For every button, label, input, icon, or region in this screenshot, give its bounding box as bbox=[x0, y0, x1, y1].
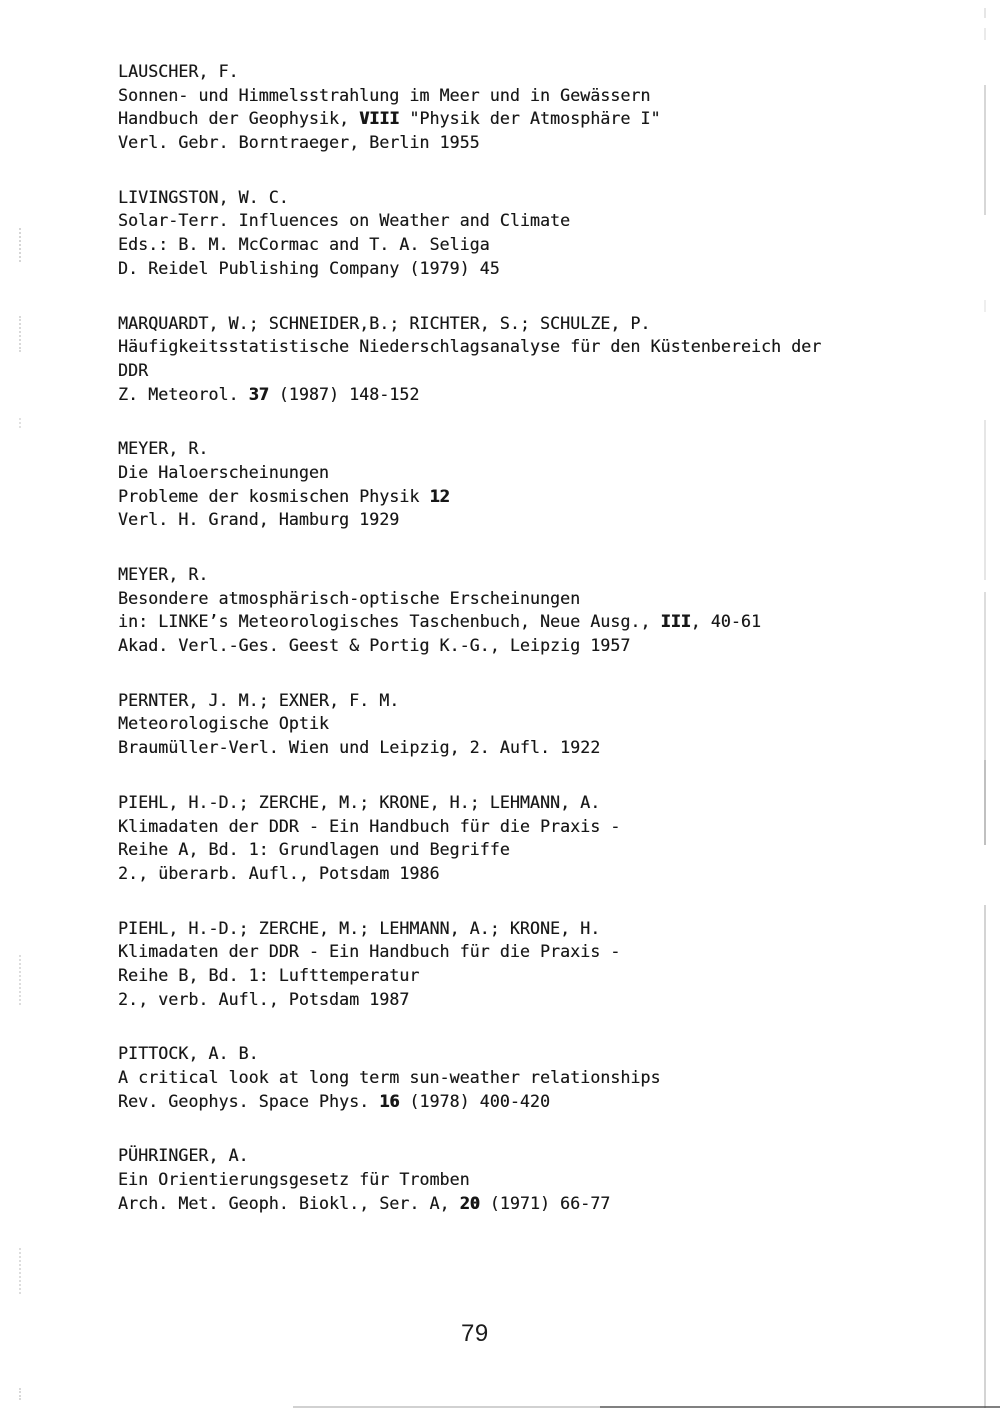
volume-number: VIII bbox=[359, 108, 400, 129]
text-run: PIEHL, H.-D.; ZERCHE, M.; KRONE, H.; LEHMANN, A. bbox=[118, 791, 601, 812]
bib-line bbox=[118, 563, 821, 587]
bib-entry bbox=[118, 186, 821, 281]
bib-entry bbox=[118, 437, 821, 532]
bib-line bbox=[118, 1042, 821, 1066]
text-run: PERNTER, J. M.; EXNER, F. M. bbox=[118, 689, 400, 710]
bib-line bbox=[118, 917, 821, 941]
bib-line bbox=[118, 485, 821, 509]
text-run: Z. Meteorol. bbox=[118, 383, 249, 404]
text-run: , 40-61 bbox=[690, 611, 761, 632]
text-run: Sonnen- und Himmelsstrahlung im Meer und in Gewässern bbox=[118, 84, 651, 105]
bib-line bbox=[118, 233, 821, 257]
bib-line bbox=[118, 838, 821, 862]
text-run: MEYER, R. bbox=[118, 564, 209, 584]
bib-line bbox=[118, 131, 821, 155]
bib-line bbox=[118, 791, 821, 815]
text-run: (1978) 400-420 bbox=[399, 1090, 551, 1111]
bib-line bbox=[118, 610, 821, 634]
bib-line bbox=[118, 587, 821, 611]
text-run: Reihe B, Bd. 1: Lufttemperatur bbox=[118, 964, 420, 985]
text-run: Klimadaten der DDR - Ein Handbuch für die Praxis - bbox=[118, 815, 621, 836]
bib-line bbox=[118, 862, 821, 886]
bib-entry bbox=[118, 791, 821, 886]
scan-artifact-right-edge-1 bbox=[984, 8, 986, 18]
bib-line bbox=[118, 1066, 821, 1090]
text-run: Verl. Gebr. Borntraeger, Berlin 1955 bbox=[118, 132, 480, 153]
text-run: Meteorologische Optik bbox=[118, 713, 329, 734]
bib-line bbox=[118, 359, 821, 383]
scan-artifact-left-3 bbox=[19, 418, 23, 428]
scan-artifact-right-edge-6 bbox=[984, 592, 986, 760]
text-run: Reihe A, Bd. 1: Grundlagen und Begriffe bbox=[118, 839, 510, 860]
scan-artifact-right-edge-8 bbox=[984, 905, 986, 1408]
volume-number: 20 bbox=[459, 1192, 480, 1213]
bib-line bbox=[118, 312, 821, 336]
bib-line bbox=[118, 712, 821, 736]
bib-line bbox=[118, 1144, 821, 1168]
text-run: Verl. H. Grand, Hamburg 1929 bbox=[118, 509, 400, 530]
bib-line bbox=[118, 107, 821, 131]
bib-line bbox=[118, 84, 821, 108]
scan-artifact-left-2 bbox=[19, 316, 23, 352]
bib-entry bbox=[118, 312, 821, 407]
text-run: A critical look at long term sun-weather relationships bbox=[118, 1067, 661, 1087]
scan-artifact-right-edge-5 bbox=[984, 420, 986, 580]
volume-number: III bbox=[660, 611, 691, 632]
bib-line bbox=[118, 437, 821, 461]
text-run: Rev. Geophys. Space Phys. bbox=[118, 1090, 380, 1111]
bib-entry bbox=[118, 60, 821, 155]
scan-artifact-left-6 bbox=[19, 1388, 23, 1400]
bib-line bbox=[118, 335, 821, 359]
bib-entry bbox=[118, 689, 821, 760]
text-run: LIVINGSTON, W. C. bbox=[118, 186, 289, 207]
bib-line bbox=[118, 1168, 821, 1192]
bib-line bbox=[118, 1090, 821, 1114]
scan-artifact-left-4 bbox=[19, 955, 23, 1005]
bibliography bbox=[118, 60, 821, 1246]
bib-line bbox=[118, 988, 821, 1012]
text-run: PITTOCK, A. B. bbox=[118, 1043, 259, 1064]
text-run: Besondere atmosphärisch-optische Erscheinungen bbox=[118, 587, 581, 608]
bib-line bbox=[118, 186, 821, 210]
text-run: Probleme der kosmischen Physik bbox=[118, 485, 430, 506]
bib-line bbox=[118, 209, 821, 233]
text-run: 2., überarb. Aufl., Potsdam 1986 bbox=[118, 862, 440, 883]
text-run: in: LINKE’s Meteorologisches Taschenbuch, Neue Ausg., bbox=[118, 611, 661, 632]
text-run: Ein Orientierungsgesetz für Tromben bbox=[118, 1169, 470, 1190]
text-run: Handbuch der Geophysik, bbox=[118, 108, 360, 129]
text-run: LAUSCHER, F. bbox=[118, 61, 239, 81]
text-run: (1987) 148-152 bbox=[268, 383, 420, 404]
text-run: Die Haloerscheinungen bbox=[118, 461, 329, 482]
bib-line bbox=[118, 508, 821, 532]
text-run: Klimadaten der DDR - Ein Handbuch für die Praxis - bbox=[118, 941, 621, 962]
bib-entry bbox=[118, 1042, 821, 1113]
bib-entry bbox=[118, 1144, 821, 1215]
bib-line bbox=[118, 383, 821, 407]
text-run: MARQUARDT, W.; SCHNEIDER,B.; RICHTER, S.; SCHULZE, P. bbox=[118, 312, 651, 333]
text-run: "Physik der Atmosphäre I" bbox=[399, 108, 661, 129]
text-run: Akad. Verl.-Ges. Geest & Portig K.-G., Leipzig 1957 bbox=[118, 635, 631, 656]
bib-line bbox=[118, 940, 821, 964]
text-run: Häufigkeitsstatistische Niederschlagsanalyse für den Küstenbereich der bbox=[118, 336, 822, 357]
text-run: Eds.: B. M. McCormac and T. A. Seliga bbox=[118, 234, 490, 255]
scan-artifact-left-1 bbox=[19, 228, 23, 262]
text-run: PÜHRINGER, A. bbox=[118, 1145, 249, 1166]
text-run: PIEHL, H.-D.; ZERCHE, M.; LEHMANN, A.; KRONE, H. bbox=[118, 917, 601, 938]
text-run: (1971) 66-77 bbox=[479, 1192, 611, 1213]
volume-number: 12 bbox=[429, 485, 450, 506]
bib-line bbox=[118, 1192, 821, 1216]
scan-artifact-left-5 bbox=[19, 1248, 23, 1294]
bib-line bbox=[118, 60, 821, 84]
volume-number: 37 bbox=[248, 383, 269, 404]
scan-artifact-right-edge-2 bbox=[984, 28, 986, 40]
text-run: 2., verb. Aufl., Potsdam 1987 bbox=[118, 988, 410, 1009]
bib-line bbox=[118, 461, 821, 485]
scan-artifact-bottom-line-1 bbox=[293, 1406, 600, 1408]
text-run: MEYER, R. bbox=[118, 438, 209, 459]
scan-artifact-bottom-line-2 bbox=[600, 1406, 1000, 1408]
scan-artifact-right-edge-4 bbox=[984, 300, 986, 312]
bib-line bbox=[118, 634, 821, 658]
scan-artifact-right-edge-7 bbox=[984, 760, 986, 845]
bib-line bbox=[118, 736, 821, 760]
bib-line bbox=[118, 257, 821, 281]
bib-line bbox=[118, 689, 821, 713]
text-run: D. Reidel Publishing Company (1979) 45 bbox=[118, 257, 500, 278]
text-run: Arch. Met. Geoph. Biokl., Ser. A, bbox=[118, 1192, 460, 1213]
bib-line bbox=[118, 964, 821, 988]
scan-artifact-right-edge-3 bbox=[984, 85, 986, 215]
bib-line bbox=[118, 815, 821, 839]
text-run: Solar-Terr. Influences on Weather and Climate bbox=[118, 210, 571, 231]
page-number: 79 bbox=[461, 1320, 489, 1347]
volume-number: 16 bbox=[379, 1090, 400, 1111]
bib-entry bbox=[118, 563, 821, 658]
bib-entry bbox=[118, 917, 821, 1012]
text-run: Braumüller-Verl. Wien und Leipzig, 2. Aufl. 1922 bbox=[118, 737, 601, 758]
text-run: DDR bbox=[118, 359, 149, 380]
